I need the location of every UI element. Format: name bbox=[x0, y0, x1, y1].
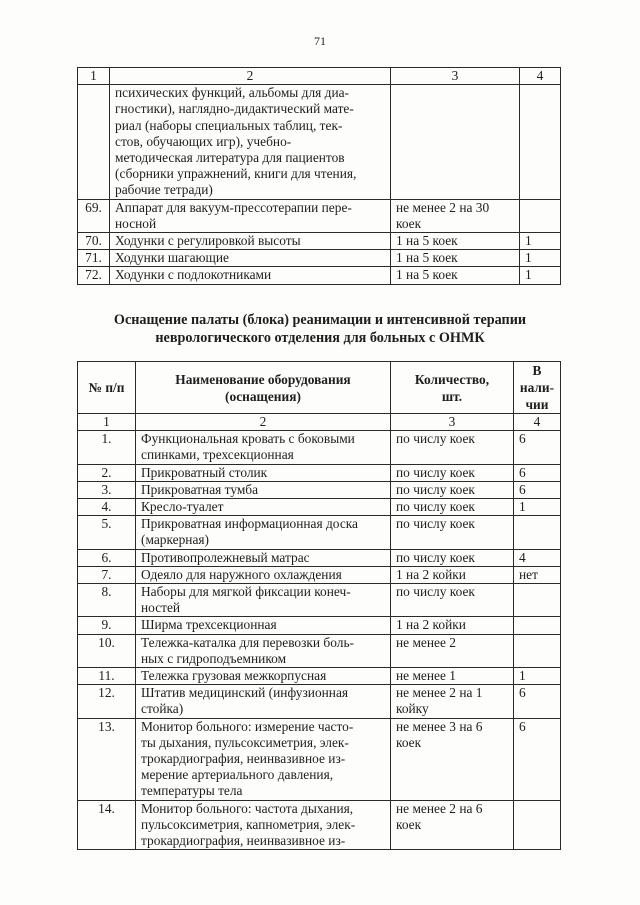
equipment-name bbox=[110, 250, 391, 267]
quantity bbox=[391, 199, 520, 232]
quantity-line: не менее 2 на 1 bbox=[396, 685, 483, 701]
availability: 6 bbox=[514, 481, 561, 498]
equipment-name-line: риал (наборы специальных таблиц, тек- bbox=[115, 117, 343, 133]
equipment-name-line: пульсоксиметрия, капнометрия, элек- bbox=[141, 816, 356, 832]
quantity-line: по числу коек bbox=[396, 549, 475, 565]
quantity bbox=[391, 584, 514, 617]
availability: 4 bbox=[514, 549, 561, 566]
availability bbox=[520, 85, 561, 199]
equipment-name-line: Противопролежневый матрас bbox=[141, 549, 310, 565]
equipment-table-continued bbox=[77, 67, 561, 285]
quantity bbox=[391, 250, 520, 267]
availability: 6 bbox=[514, 685, 561, 718]
equipment-name bbox=[136, 668, 391, 685]
row-number: 3. bbox=[78, 481, 136, 498]
equipment-name bbox=[136, 464, 391, 481]
header-avail-line: чии bbox=[525, 397, 549, 412]
table-row bbox=[78, 464, 561, 481]
equipment-name-line: Тележка-каталка для перевозки боль- bbox=[141, 634, 355, 650]
equipment-name-line: трокардиография, неинвазивное из- bbox=[141, 833, 346, 849]
row-number: 1. bbox=[78, 431, 136, 464]
equipment-name bbox=[136, 718, 391, 800]
column-number: 1 bbox=[78, 414, 136, 431]
equipment-name bbox=[110, 267, 391, 284]
row-number: 14. bbox=[78, 800, 136, 850]
quantity bbox=[391, 800, 514, 850]
quantity bbox=[391, 499, 514, 516]
equipment-name-line: стойка) bbox=[141, 701, 184, 717]
equipment-name bbox=[136, 431, 391, 464]
quantity bbox=[391, 85, 520, 199]
equipment-name-line: (маркерная) bbox=[141, 532, 210, 548]
row-number: 6. bbox=[78, 549, 136, 566]
column-number: 2 bbox=[110, 68, 391, 85]
equipment-name-line: Ходунки шагающие bbox=[115, 250, 229, 266]
quantity bbox=[391, 431, 514, 464]
icu-equipment-table bbox=[77, 361, 561, 850]
equipment-name bbox=[110, 199, 391, 232]
equipment-name-line: Прикроватный столик bbox=[141, 464, 268, 480]
column-number: 3 bbox=[391, 68, 520, 85]
quantity bbox=[391, 566, 514, 583]
header-qty bbox=[391, 362, 514, 414]
quantity bbox=[391, 481, 514, 498]
header-qty-line: Количество, bbox=[414, 371, 490, 387]
table-row bbox=[78, 250, 561, 267]
equipment-name-line: Монитор больного: частота дыхания, bbox=[141, 800, 354, 816]
equipment-name-line: Штатив медицинский (инфузионная bbox=[141, 685, 349, 701]
availability bbox=[520, 199, 561, 232]
equipment-name-line: ностей bbox=[141, 600, 181, 616]
row-number: 8. bbox=[78, 584, 136, 617]
table-row-continued bbox=[78, 85, 561, 199]
quantity-line: коек bbox=[396, 816, 422, 832]
equipment-name-line: рабочие тетради) bbox=[115, 182, 213, 198]
availability: 1 bbox=[520, 267, 561, 284]
availability bbox=[514, 516, 561, 549]
table-row bbox=[78, 718, 561, 800]
equipment-name-line: Ширма трехсекционная bbox=[141, 617, 277, 633]
quantity bbox=[391, 718, 514, 800]
equipment-name-line: гностики), наглядно-дидактический мате- bbox=[115, 101, 354, 117]
column-number: 4 bbox=[514, 414, 561, 431]
equipment-name-line: ты дыхания, пульсоксиметрия, элек- bbox=[141, 734, 349, 750]
column-number: 3 bbox=[391, 414, 514, 431]
equipment-name-line: Наборы для мягкой фиксации конеч- bbox=[141, 584, 351, 600]
quantity bbox=[391, 549, 514, 566]
table-row bbox=[78, 584, 561, 617]
quantity-line: 1 на 2 койки bbox=[396, 617, 466, 633]
equipment-name bbox=[136, 685, 391, 718]
equipment-name bbox=[136, 481, 391, 498]
equipment-name-line: мерение артериального давления, bbox=[141, 767, 334, 783]
availability bbox=[514, 584, 561, 617]
quantity-line: не менее 2 на 6 bbox=[396, 800, 483, 816]
column-number-row bbox=[78, 414, 561, 431]
equipment-name bbox=[136, 549, 391, 566]
column-number: 2 bbox=[136, 414, 391, 431]
section-title-line: Оснащение палаты (блока) реанимации и интенсивной терапии bbox=[113, 312, 527, 328]
table-row bbox=[78, 566, 561, 583]
row-number bbox=[78, 85, 110, 199]
quantity bbox=[391, 634, 514, 667]
equipment-name-line: спинками, трехсекционная bbox=[141, 447, 294, 463]
table-row bbox=[78, 617, 561, 634]
quantity-line: 1 на 2 койки bbox=[396, 566, 466, 582]
equipment-name bbox=[136, 584, 391, 617]
row-number: 7. bbox=[78, 566, 136, 583]
quantity bbox=[391, 267, 520, 284]
equipment-name-line: Одеяло для наружного охлаждения bbox=[141, 566, 342, 582]
quantity-line: койку bbox=[396, 701, 429, 717]
availability bbox=[514, 800, 561, 850]
quantity bbox=[391, 668, 514, 685]
equipment-name-line: Функциональная кровать с боковыми bbox=[141, 431, 355, 447]
availability: 1 bbox=[514, 668, 561, 685]
quantity-line: не менее 2 bbox=[396, 634, 456, 650]
row-number: 72. bbox=[78, 267, 110, 284]
table-row bbox=[78, 499, 561, 516]
equipment-name-line: Прикроватная тумба bbox=[141, 481, 259, 497]
quantity-line: не менее 2 на 30 bbox=[396, 199, 490, 215]
quantity-line: по числу коек bbox=[396, 516, 475, 532]
equipment-name-line: Тележка грузовая межкорпусная bbox=[141, 668, 327, 684]
header-name-line: (оснащения) bbox=[225, 388, 301, 404]
row-number: 2. bbox=[78, 464, 136, 481]
table-row bbox=[78, 431, 561, 464]
equipment-name bbox=[136, 566, 391, 583]
equipment-name-line: методическая литература для пациентов bbox=[115, 150, 345, 166]
row-number: 69. bbox=[78, 199, 110, 232]
section-title bbox=[60, 312, 580, 347]
availability: 6 bbox=[514, 464, 561, 481]
quantity-line: по числу коек bbox=[396, 481, 475, 497]
header-row bbox=[78, 362, 561, 414]
equipment-name-line: Прикроватная информационная доска bbox=[141, 516, 359, 532]
table-row bbox=[78, 800, 561, 850]
availability: 6 bbox=[514, 431, 561, 464]
table-body bbox=[78, 68, 561, 285]
equipment-name bbox=[136, 617, 391, 634]
quantity-line: 1 на 5 коек bbox=[396, 267, 458, 283]
row-number: 71. bbox=[78, 250, 110, 267]
row-number: 13. bbox=[78, 718, 136, 800]
header-name-line: Наименование оборудования bbox=[175, 371, 351, 387]
row-number: 9. bbox=[78, 617, 136, 634]
table-row bbox=[78, 481, 561, 498]
header-name bbox=[136, 362, 391, 414]
quantity-line: не менее 3 на 6 bbox=[396, 718, 483, 734]
quantity-line: по числу коек bbox=[396, 431, 475, 447]
row-number: 4. bbox=[78, 499, 136, 516]
header-avail-line: В нали- bbox=[519, 363, 555, 395]
quantity-line: 1 на 5 коек bbox=[396, 233, 458, 249]
equipment-name-line: Аппарат для вакуум-прессотерапии пере- bbox=[115, 199, 352, 215]
header-qty-line: шт. bbox=[441, 388, 463, 404]
quantity-line: по числу коек bbox=[396, 584, 475, 600]
header-num: № п/п bbox=[78, 362, 136, 414]
equipment-name bbox=[110, 85, 391, 199]
equipment-name-line: Кресло-туалет bbox=[141, 499, 224, 515]
column-number: 4 bbox=[520, 68, 561, 85]
quantity bbox=[391, 516, 514, 549]
row-number: 5. bbox=[78, 516, 136, 549]
table-row bbox=[78, 549, 561, 566]
availability bbox=[514, 634, 561, 667]
column-number: 1 bbox=[78, 68, 110, 85]
table-row bbox=[78, 634, 561, 667]
quantity-line: коек bbox=[396, 215, 422, 231]
equipment-name-line: Ходунки с подлокотниками bbox=[115, 267, 272, 283]
quantity-line: по числу коек bbox=[396, 464, 475, 480]
table-row bbox=[78, 668, 561, 685]
page-number: 71 bbox=[314, 34, 326, 48]
row-number: 12. bbox=[78, 685, 136, 718]
row-number: 11. bbox=[78, 668, 136, 685]
equipment-name-line: стов, обучающих игр), учебно- bbox=[115, 133, 292, 149]
availability: нет bbox=[514, 566, 561, 583]
equipment-name-line: носной bbox=[115, 215, 157, 231]
table-row bbox=[78, 267, 561, 284]
availability: 6 bbox=[514, 718, 561, 800]
equipment-name-line: температуры тела bbox=[141, 783, 243, 799]
equipment-name-line: ных с гидроподъемником bbox=[141, 650, 287, 666]
table-row bbox=[78, 233, 561, 250]
availability: 1 bbox=[520, 250, 561, 267]
table-row bbox=[78, 685, 561, 718]
header-avail bbox=[514, 362, 561, 414]
availability bbox=[514, 617, 561, 634]
quantity-line: коек bbox=[396, 734, 422, 750]
quantity bbox=[391, 617, 514, 634]
equipment-name-line: психических функций, альбомы для диа- bbox=[115, 85, 350, 101]
section-title-line: неврологического отделения для больных с ОНМК bbox=[155, 329, 485, 346]
equipment-name-line: Монитор больного: измерение часто- bbox=[141, 718, 354, 734]
table-body bbox=[78, 362, 561, 850]
quantity-line: не менее 1 bbox=[396, 668, 456, 684]
availability: 1 bbox=[520, 233, 561, 250]
row-number: 70. bbox=[78, 233, 110, 250]
row-number: 10. bbox=[78, 634, 136, 667]
equipment-name-line: Ходунки с регулировкой высоты bbox=[115, 233, 301, 249]
quantity bbox=[391, 464, 514, 481]
equipment-name bbox=[136, 800, 391, 850]
equipment-name bbox=[136, 499, 391, 516]
equipment-name bbox=[136, 634, 391, 667]
quantity bbox=[391, 685, 514, 718]
quantity bbox=[391, 233, 520, 250]
equipment-name bbox=[110, 233, 391, 250]
equipment-name bbox=[136, 516, 391, 549]
equipment-name-line: трокардиография, неинвазивное из- bbox=[141, 751, 346, 767]
equipment-name-line: (сборники упражнений, книги для чтения, bbox=[115, 166, 357, 182]
quantity-line: по числу коек bbox=[396, 499, 475, 515]
column-number-row bbox=[78, 68, 561, 85]
availability: 1 bbox=[514, 499, 561, 516]
table-row bbox=[78, 199, 561, 232]
table-row bbox=[78, 516, 561, 549]
quantity-line: 1 на 5 коек bbox=[396, 250, 458, 266]
